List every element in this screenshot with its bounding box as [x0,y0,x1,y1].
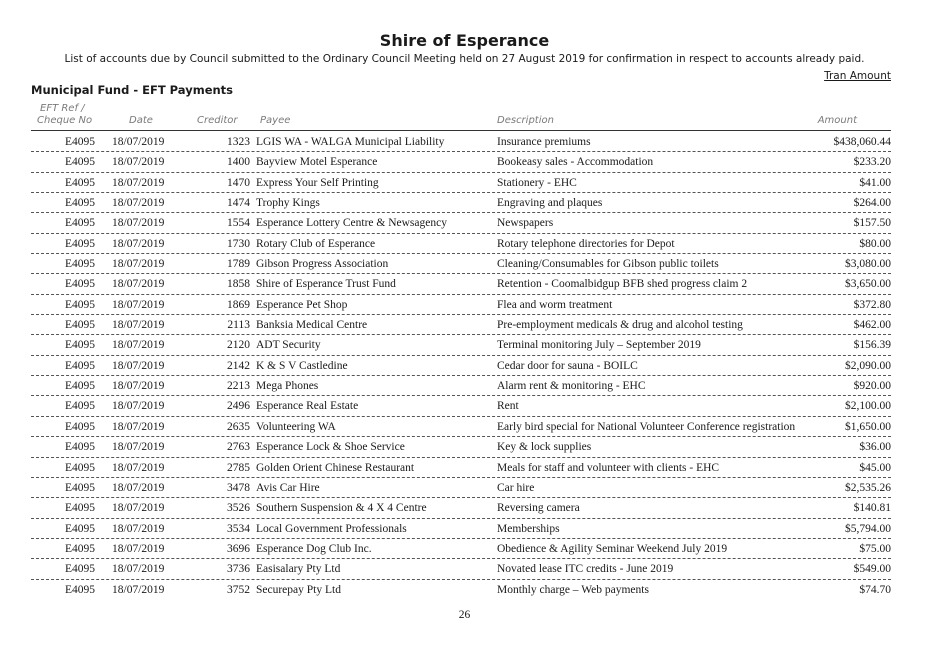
row-date-cell: 18/07/2019 [112,319,165,332]
row-ref-cell: E4095 [64,400,95,413]
row-creditor-cell: 3526 [227,502,250,515]
row-creditor-cell: 2213 [227,380,250,393]
table-row [31,173,891,193]
row-creditor-cell: 1789 [227,258,250,271]
row-description-cell: Cedar door for sauna - BOILC [497,359,638,372]
row-amount-cell: $920.00 [853,380,891,393]
row-date-cell: 18/07/2019 [112,420,165,433]
row-creditor-cell: 3696 [227,542,250,555]
table-row [31,213,891,233]
row-amount-cell: $157.50 [853,217,891,230]
row-amount-cell: $438,060.44 [833,136,891,148]
row-date-cell: 18/07/2019 [112,380,165,393]
row-description-cell: Monthly charge – Web payments [497,583,649,596]
table-row [31,580,891,599]
row-ref-cell: E4095 [64,237,95,250]
row-ref-cell: E4095 [64,278,95,291]
row-creditor-cell: 1470 [227,176,250,189]
row-description-cell: Engraving and plaques [497,197,603,210]
row-creditor-cell: 2113 [227,319,250,332]
row-ref-cell: E4095 [64,563,95,576]
row-description-cell: Newspapers [497,217,554,230]
column-header-amount: Amount [817,115,857,126]
table-row [31,458,891,478]
row-description-cell: Obedience & Agility Seminar Weekend July 2019 [497,542,728,555]
row-description-cell: Rent [497,400,519,413]
row-amount-cell: $36.00 [859,441,891,454]
row-ref-cell: E4095 [64,319,95,332]
row-amount-cell: $80.00 [859,237,891,250]
row-amount-cell: $140.81 [853,502,891,515]
table-row [31,193,891,213]
row-amount-cell: $372.80 [853,298,891,311]
row-creditor-cell: 1869 [227,298,250,311]
row-payee-cell: Local Government Professionals [256,522,407,535]
table-row [31,274,891,294]
row-payee-cell: Esperance Pet Shop [256,298,348,311]
row-ref-cell: E4095 [64,258,95,271]
row-date-cell: 18/07/2019 [112,217,165,230]
row-creditor-cell: 3534 [227,522,250,535]
row-creditor-cell: 1474 [227,197,250,210]
row-payee-cell: Mega Phones [256,380,319,393]
row-date-cell: 18/07/2019 [112,441,165,454]
row-payee-cell: Banksia Medical Centre [256,319,368,332]
table-row [31,315,891,335]
row-amount-cell: $5,794.00 [845,522,891,535]
payments-table [31,132,891,599]
row-amount-cell: $549.00 [853,563,891,576]
row-creditor-cell: 2763 [227,441,250,454]
row-description-cell: Alarm rent & monitoring - EHC [497,380,646,393]
row-ref-cell: E4095 [64,441,95,454]
row-ref-cell: E4095 [64,542,95,555]
row-ref-cell: E4095 [64,420,95,433]
row-payee-cell: Trophy Kings [256,197,320,210]
row-amount-cell: $1,650.00 [845,420,891,433]
column-header-creditor: Creditor [197,115,238,126]
tran-amount-label: Tran Amount [824,70,891,82]
row-description-cell: Novated lease ITC credits - June 2019 [497,563,674,576]
row-ref-cell: E4095 [64,502,95,515]
row-ref-cell: E4095 [64,197,95,210]
row-ref-cell: E4095 [64,461,95,474]
column-header-description: Description [497,115,554,126]
row-description-cell: Retention - Coomalbidgup BFB shed progress claim 2 [497,278,748,291]
row-date-cell: 18/07/2019 [112,258,165,271]
row-ref-cell: E4095 [64,156,95,169]
row-description-cell: Key & lock supplies [497,441,592,454]
row-description-cell: Terminal monitoring July – September 2019 [497,339,701,352]
row-description-cell: Memberships [497,522,560,535]
row-amount-cell: $233.20 [853,156,891,169]
row-payee-cell: Avis Car Hire [256,481,320,494]
row-payee-cell: Securepay Pty Ltd [256,583,341,596]
table-row [31,152,891,172]
row-description-cell: Rotary telephone directories for Depot [497,237,675,250]
table-row [31,417,891,437]
row-description-cell: Bookeasy sales - Accommodation [497,156,654,169]
row-ref-cell: E4095 [64,217,95,230]
row-payee-cell: ADT Security [256,339,321,352]
page-number: 26 [458,609,471,621]
row-description-cell: Cleaning/Consumables for Gibson public toilets [497,258,719,271]
row-payee-cell: Rotary Club of Esperance [256,237,376,250]
row-creditor-cell: 3736 [227,563,250,576]
row-date-cell: 18/07/2019 [112,542,165,555]
row-creditor-cell: 2142 [227,359,250,372]
row-date-cell: 18/07/2019 [112,278,165,291]
row-payee-cell: Gibson Progress Association [256,258,389,271]
row-payee-cell: Express Your Self Printing [256,176,379,189]
row-date-cell: 18/07/2019 [112,298,165,311]
column-header-ref-line1: EFT Ref / [40,103,85,114]
row-payee-cell: Esperance Real Estate [256,400,359,413]
row-payee-cell: Shire of Esperance Trust Fund [256,278,396,291]
row-payee-cell: Esperance Lottery Centre & Newsagency [256,217,447,230]
column-header-ref-line2: Cheque No [37,115,93,126]
row-amount-cell: $2,090.00 [845,359,891,372]
table-row [31,396,891,416]
row-date-cell: 18/07/2019 [112,502,165,515]
row-date-cell: 18/07/2019 [112,522,165,535]
row-creditor-cell: 2120 [227,339,250,352]
row-ref-cell: E4095 [64,136,95,148]
table-row [31,132,891,152]
row-description-cell: Car hire [497,481,535,494]
row-creditor-cell: 1400 [227,156,250,169]
table-row [31,376,891,396]
header-rule [31,130,891,131]
row-creditor-cell: 2496 [227,400,250,413]
table-row [31,254,891,274]
row-date-cell: 18/07/2019 [112,197,165,210]
row-payee-cell: Southern Suspension & 4 X 4 Centre [256,502,427,515]
column-header-payee: Payee [260,115,291,126]
row-amount-cell: $3,080.00 [845,258,891,271]
fund-heading: Municipal Fund - EFT Payments [31,83,234,97]
row-ref-cell: E4095 [64,583,95,596]
table-row [31,498,891,518]
row-date-cell: 18/07/2019 [112,237,165,250]
row-creditor-cell: 1323 [227,136,250,148]
row-ref-cell: E4095 [64,481,95,494]
row-creditor-cell: 2635 [227,420,250,433]
row-description-cell: Stationery - EHC [497,176,577,189]
row-creditor-cell: 3478 [227,481,250,494]
row-creditor-cell: 1858 [227,278,250,291]
row-date-cell: 18/07/2019 [112,481,165,494]
row-date-cell: 18/07/2019 [112,583,165,596]
table-row [31,519,891,539]
table-row [31,559,891,579]
table-row [31,335,891,355]
table-row [31,295,891,315]
row-payee-cell: Golden Orient Chinese Restaurant [256,461,415,474]
row-amount-cell: $2,100.00 [845,400,891,413]
row-description-cell: Pre-employment medicals & drug and alcohol testing [497,319,743,332]
row-amount-cell: $75.00 [859,542,891,555]
row-amount-cell: $156.39 [853,339,891,352]
row-ref-cell: E4095 [64,522,95,535]
row-ref-cell: E4095 [64,339,95,352]
row-description-cell: Meals for staff and volunteer with clients - EHC [497,461,720,474]
row-amount-cell: $264.00 [853,197,891,210]
row-date-cell: 18/07/2019 [112,359,165,372]
row-description-cell: Reversing camera [497,502,580,515]
row-payee-cell: Esperance Dog Club Inc. [256,542,372,555]
row-payee-cell: Easisalary Pty Ltd [256,563,341,576]
row-date-cell: 18/07/2019 [112,400,165,413]
row-date-cell: 18/07/2019 [112,176,165,189]
column-header-date: Date [129,115,153,126]
row-amount-cell: $462.00 [853,319,891,332]
page-title: Shire of Esperance [379,31,550,50]
row-date-cell: 18/07/2019 [112,136,165,148]
row-amount-cell: $41.00 [859,176,891,189]
row-payee-cell: Bayview Motel Esperance [256,156,378,169]
table-row [31,539,891,559]
row-date-cell: 18/07/2019 [112,339,165,352]
row-ref-cell: E4095 [64,380,95,393]
page-subtitle: List of accounts due by Council submitted to the Ordinary Council Meeting held on 27 August 2019 for confirmation in respect to accounts already paid. [64,53,865,65]
row-amount-cell: $45.00 [859,461,891,474]
row-amount-cell: $74.70 [859,583,891,596]
row-creditor-cell: 1730 [227,237,250,250]
row-creditor-cell: 3752 [227,583,250,596]
row-amount-cell: $3,650.00 [845,278,891,291]
row-creditor-cell: 1554 [227,217,250,230]
row-ref-cell: E4095 [64,176,95,189]
row-ref-cell: E4095 [64,359,95,372]
table-row [31,234,891,254]
row-payee-cell: Volunteering WA [256,420,336,433]
row-payee-cell: K & S V Castledine [256,359,348,372]
row-date-cell: 18/07/2019 [112,563,165,576]
row-description-cell: Flea and worm treatment [497,298,613,311]
table-row [31,356,891,376]
row-payee-cell: LGIS WA - WALGA Municipal Liability [256,136,445,148]
row-date-cell: 18/07/2019 [112,156,165,169]
table-row [31,437,891,457]
row-payee-cell: Esperance Lock & Shoe Service [256,441,405,454]
row-description-cell: Insurance premiums [497,136,591,148]
row-description-cell: Early bird special for National Volunteer Conference registration [497,420,796,433]
table-row [31,478,891,498]
row-creditor-cell: 2785 [227,461,250,474]
row-amount-cell: $2,535.26 [845,481,891,494]
row-date-cell: 18/07/2019 [112,461,165,474]
row-ref-cell: E4095 [64,298,95,311]
